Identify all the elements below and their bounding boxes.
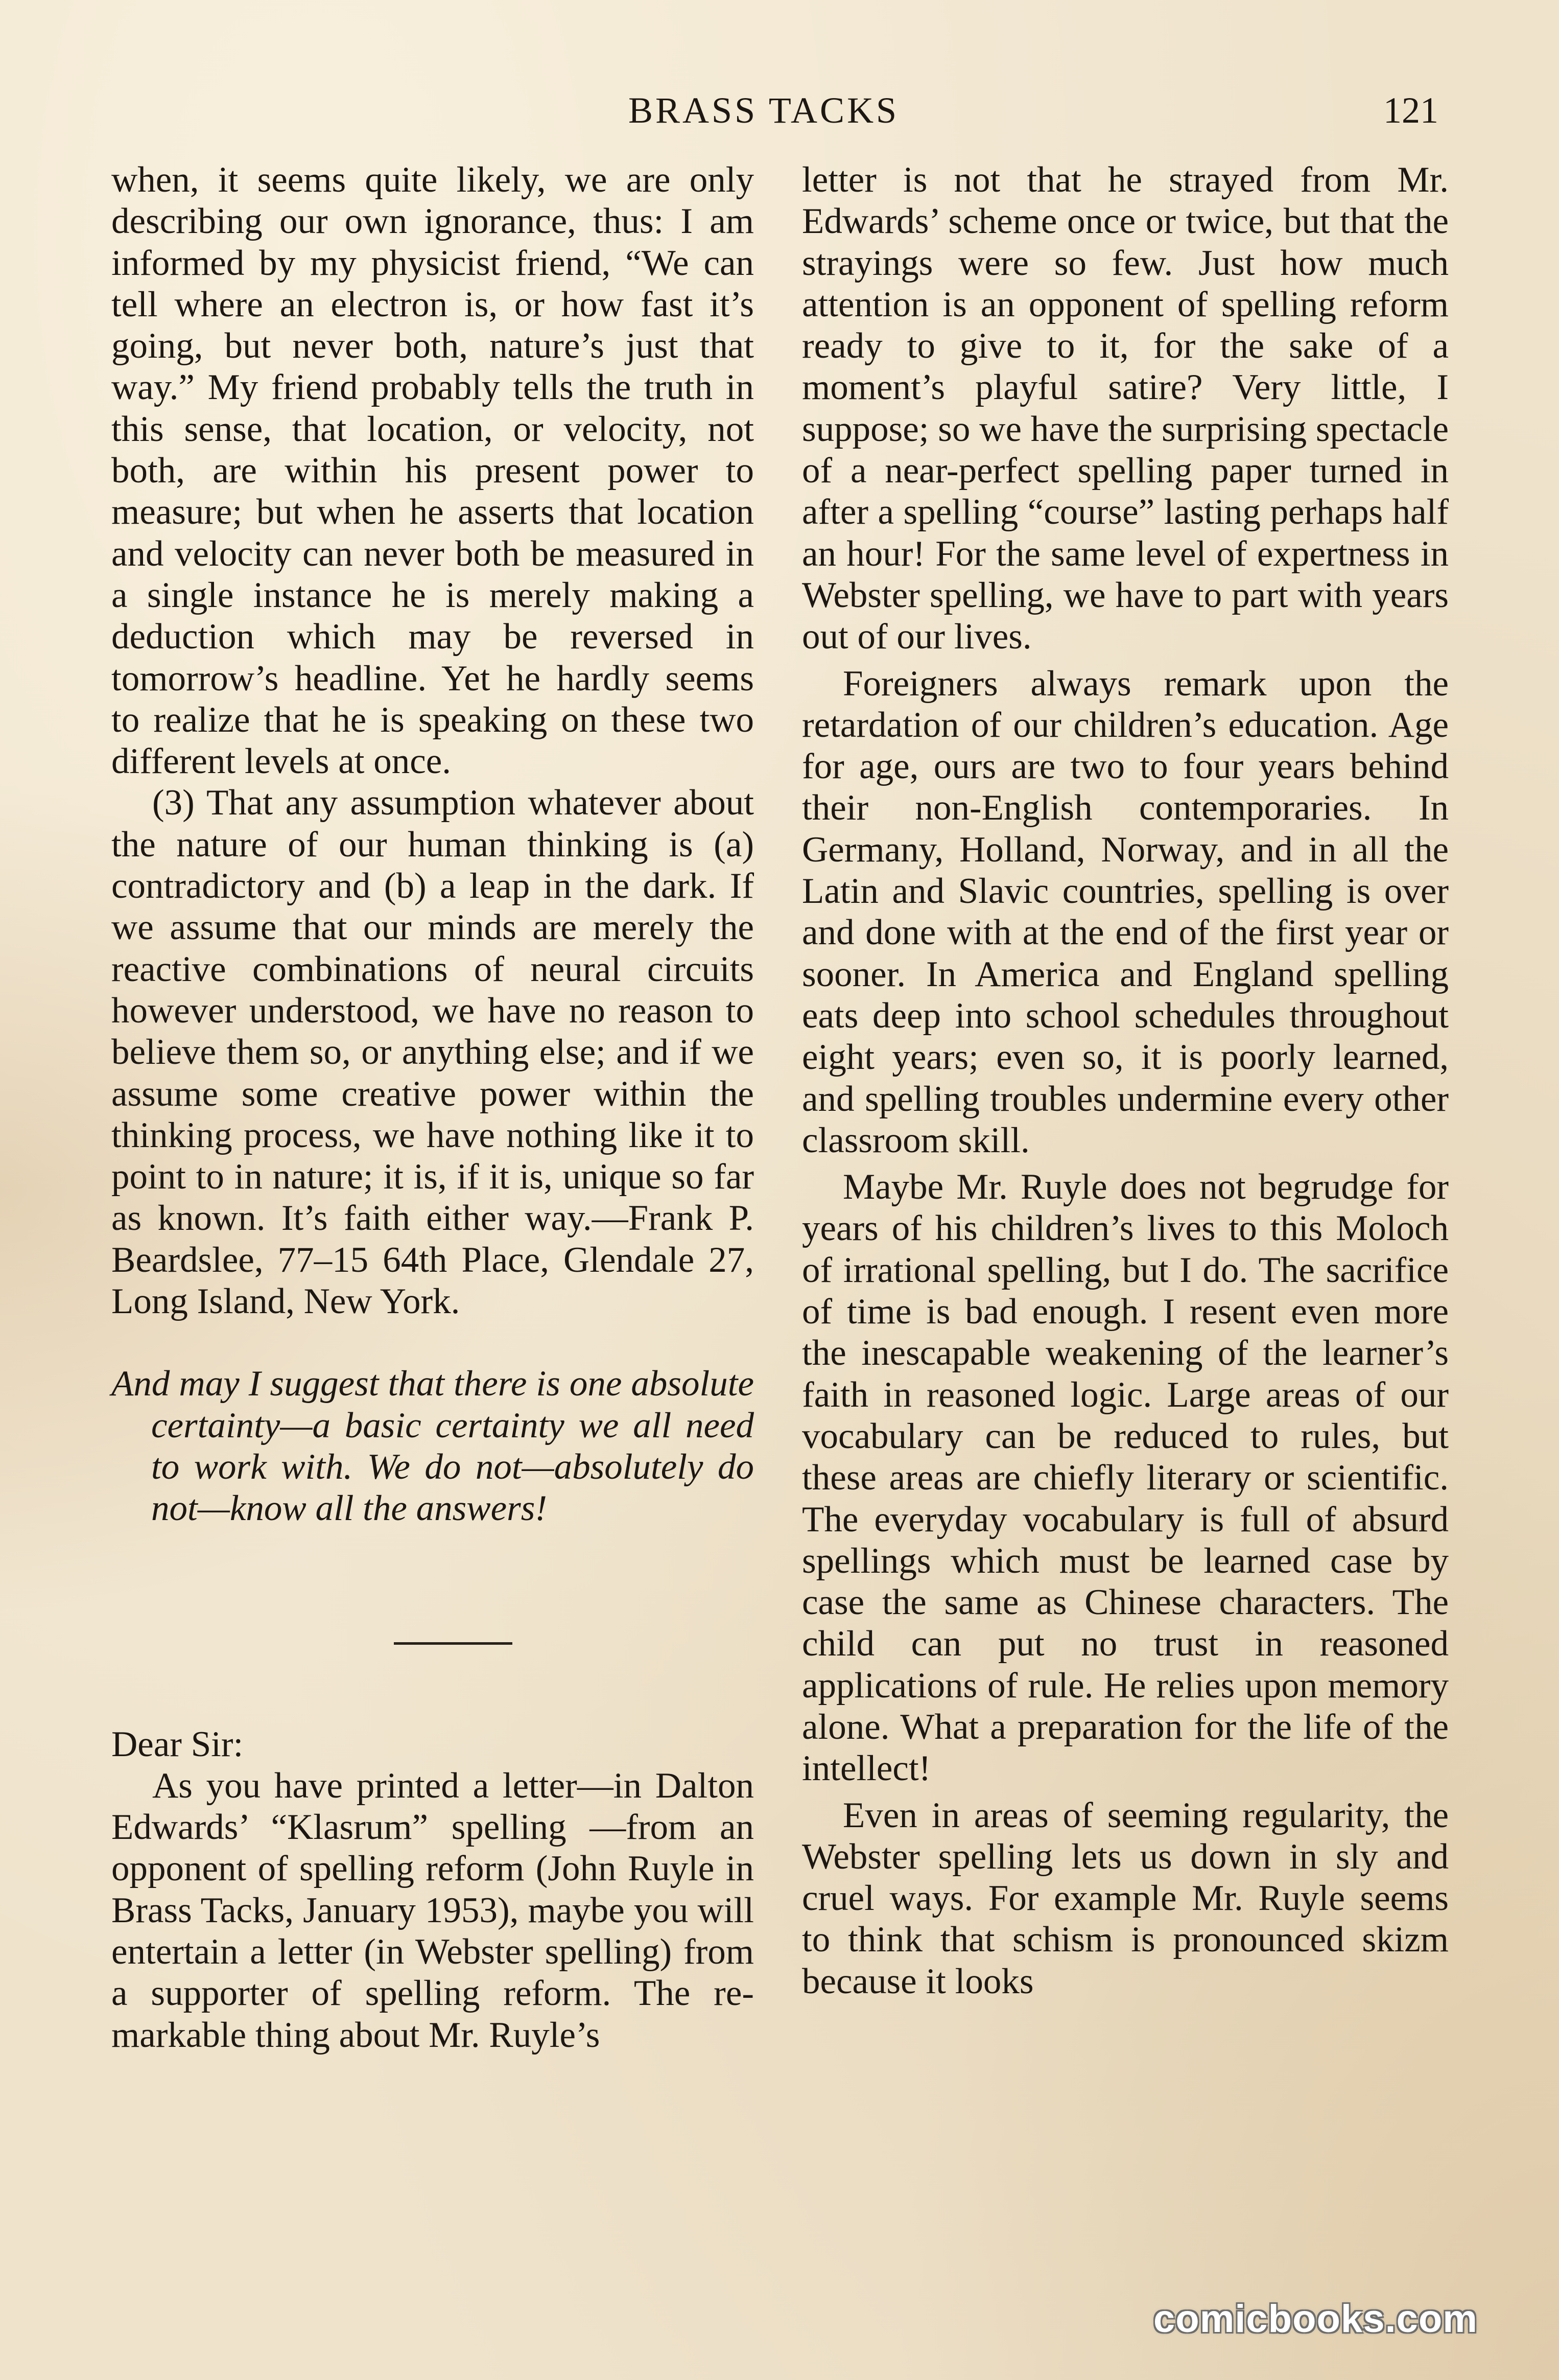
letter-paragraph-1: As you have printed a letter—in Dalton Edwards’ “Klasrum” spelling —from an opponent of spelling reform (John Ruyle in Brass Tacks, January 1953), maybe you will entertain a letter (in Webster spelling) from a supporter of spelling reform. The remarkable thing about Mr. Ruyle’s	[111, 1765, 754, 2055]
letter-paragraph-3: Maybe Mr. Ruyle does not begrudge for years of his children’s lives to this Moloch of irrational spelling, but I do. The sacrifice of time is bad enough. I resent even more the inescapable weakening of the learner’s faith in reasoned logic. Large areas of our vocabulary can be reduced to rules, but these areas are chiefly literary or scientific. The everyday vocabulary is full of absurd spellings which must be learned case by case the same as Chinese characters. The child can put no trust in reasoned applications of rule. He relies upon memory alone. What a preparation for the life of the intellect!	[802, 1167, 1449, 1789]
right-column	[802, 159, 1449, 2002]
letter-paragraph-4: Even in areas of seeming regularity, the Webster spelling lets us down in sly and cruel ways. For example Mr. Ruyle seems to think that schism is pronounced skizm because it looks	[802, 1795, 1449, 2001]
running-header-title: BRASS TACKS	[628, 90, 900, 131]
left-column	[111, 159, 754, 2056]
letter-paragraph-1-continued: letter is not that he strayed from Mr. Edwards’ scheme once or twice, but that the strayings were so few. Just how much attention is an opponent of spelling reform ready to give to it, for the sake of a moment’s playful satire? Very little, I suppose; so we have the surprising spectacle of a near-perfect spelling paper turned in after a spelling “course” lasting perhaps half an hour! For the same level of expertness in Webster spelling, we have to part with years out of our lives.	[802, 160, 1449, 657]
editor-note: And may I suggest that there is one absolute certainty—a basic certainty we all need to work with. We do not—absolutely do not—know all the answers!	[111, 1364, 754, 1529]
letter-paragraph-2: Foreigners always remark upon the retardation of our children’s education. Age for age, ours are two to four years behind their non-English contemporaries. In Germany, Holland, Norway, and in all the Latin and Slavic countries, spelling is over and done with at the end of the first year or sooner. In America and England spelling eats deep into school schedules throughout eight years; even so, it is poorly learned, and spelling troubles undermine every other classroom skill.	[802, 663, 1449, 1160]
paragraph-point-3: (3) That any assumption whatever about the nature of our human thinking is (a) contradictory and (b) a leap in the dark. If we assume that our minds are merely the reactive combinations of neural circuits however understood, we have no reason to believe them so, or anything else; and if we assume some creative power within the thinking process, we have nothing like it to point to in nature; it is, if it is, unique so far as known. It’s faith either way.—Frank P. Beardslee, 77–15 64th Place, Glendale 27, Long Island, New York.	[111, 783, 754, 1322]
letter-salutation: Dear Sir:	[111, 1724, 244, 1764]
section-divider	[394, 1642, 512, 1645]
site-watermark: comicbooks.com	[1153, 2297, 1478, 2341]
paragraph-continued: when, it seems quite likely, we are only describing our own ignorance, thus: I am informed by my physicist friend, “We can tell where an electron is, or how fast it’s going, but never both, nature’s just that way.” My friend probably tells the truth in this sense, that location, or velocity, not both, are within his present power to measure; but when he asserts that location and velocity can never both be measured in a single instance he is merely making a deduction which may be reversed in tomorrow’s headline. Yet he hardly seems to realize that he is speaking on these two different levels at once.	[111, 160, 754, 782]
page-number: 121	[1383, 90, 1438, 131]
